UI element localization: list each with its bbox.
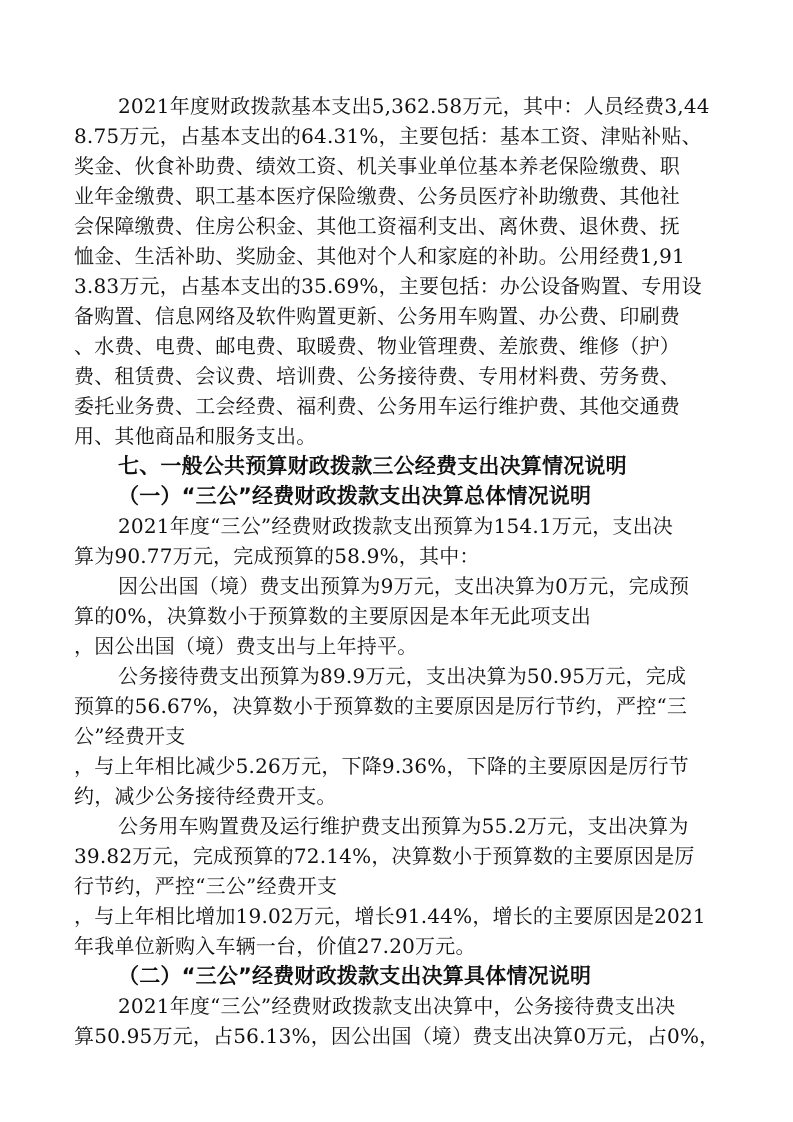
- paragraph-line: 恤金、生活补助、奖励金、其他对个人和家庭的补助。公用经费1,91: [74, 244, 685, 268]
- paragraph-line: 算50.95万元，占56.13%，因公出国（境）费支出决算0万元，占0%，: [74, 1024, 720, 1048]
- paragraph-line: 公”经费开支: [74, 724, 186, 748]
- paragraph-line: 2021年度“三公”经费财政拨款支出预算为154.1万元，支出决: [118, 514, 674, 538]
- paragraph-line: 因公出国（境）费支出预算为9万元，支出决算为0万元，完成预: [118, 574, 690, 598]
- paragraph-line: 算为90.77万元，完成预算的58.9%，其中：: [74, 544, 480, 568]
- paragraph-line: 费、租赁费、会议费、培训费、公务接待费、专用材料费、劳务费、: [74, 364, 680, 388]
- paragraph-line: 、水费、电费、邮电费、取暖费、物业管理费、差旅费、维修（护）: [74, 334, 680, 358]
- paragraph-line: 3.83万元，占基本支出的35.69%，主要包括：办公设备购置、专用设: [74, 274, 702, 298]
- paragraph-line: 8.75万元，占基本支出的64.31%，主要包括：基本工资、津贴补贴、: [74, 124, 702, 148]
- paragraph-line: 行节约，严控“三公”经费开支: [74, 874, 338, 898]
- paragraph-line: 委托业务费、工会经费、福利费、公务用车运行维护费、其他交通费: [74, 394, 680, 418]
- paragraph-line: 备购置、信息网络及软件购置更新、公务用车购置、办公费、印刷费: [74, 304, 680, 328]
- paragraph-line: 年我单位新购入车辆一台，价值27.20万元。: [74, 934, 476, 958]
- paragraph-line: 公务接待费支出预算为89.9万元，支出决算为50.95万元，完成: [118, 664, 687, 688]
- paragraph-line: 算的0%，决算数小于预算数的主要原因是本年无此项支出: [74, 604, 591, 628]
- paragraph-line: 奖金、伙食补助费、绩效工资、机关事业单位基本养老保险缴费、职: [74, 154, 680, 178]
- section-heading: 七、一般公共预算财政拨款三公经费支出决算情况说明: [118, 454, 627, 478]
- subsection-heading: （一）“三公”经费财政拨款支出决算总体情况说明: [118, 484, 592, 508]
- paragraph-line: 会保障缴费、住房公积金、其他工资福利支出、离休费、退休费、抚: [74, 214, 680, 238]
- paragraph-line: 业年金缴费、职工基本医疗保险缴费、公务员医疗补助缴费、其他社: [74, 184, 680, 208]
- paragraph-line: 约，减少公务接待经费开支。: [74, 784, 337, 808]
- paragraph-line: ，与上年相比减少5.26万元，下降9.36%，下降的主要原因是厉行节: [74, 754, 689, 778]
- paragraph-line: 39.82万元，完成预算的72.14%，决算数小于预算数的主要原因是厉: [74, 844, 695, 868]
- paragraph-line: ，与上年相比增加19.02万元，增长91.44%，增长的主要原因是2021: [74, 904, 706, 928]
- paragraph-line: ，因公出国（境）费支出与上年持平。: [74, 634, 418, 658]
- paragraph-line: 预算的56.67%，决算数小于预算数的主要原因是厉行节约，严控“三: [74, 694, 688, 718]
- paragraph-line: 2021年度财政拨款基本支出5,362.58万元，其中：人员经费3,44: [118, 94, 710, 118]
- paragraph-line: 公务用车购置费及运行维护费支出预算为55.2万元，支出决算为: [118, 814, 689, 838]
- paragraph-line: 用、其他商品和服务支出。: [74, 424, 317, 448]
- paragraph-line: 2021年度“三公”经费财政拨款支出决算中，公务接待费支出决: [118, 994, 676, 1018]
- subsection-heading: （二）“三公”经费财政拨款支出决算具体情况说明: [118, 964, 592, 988]
